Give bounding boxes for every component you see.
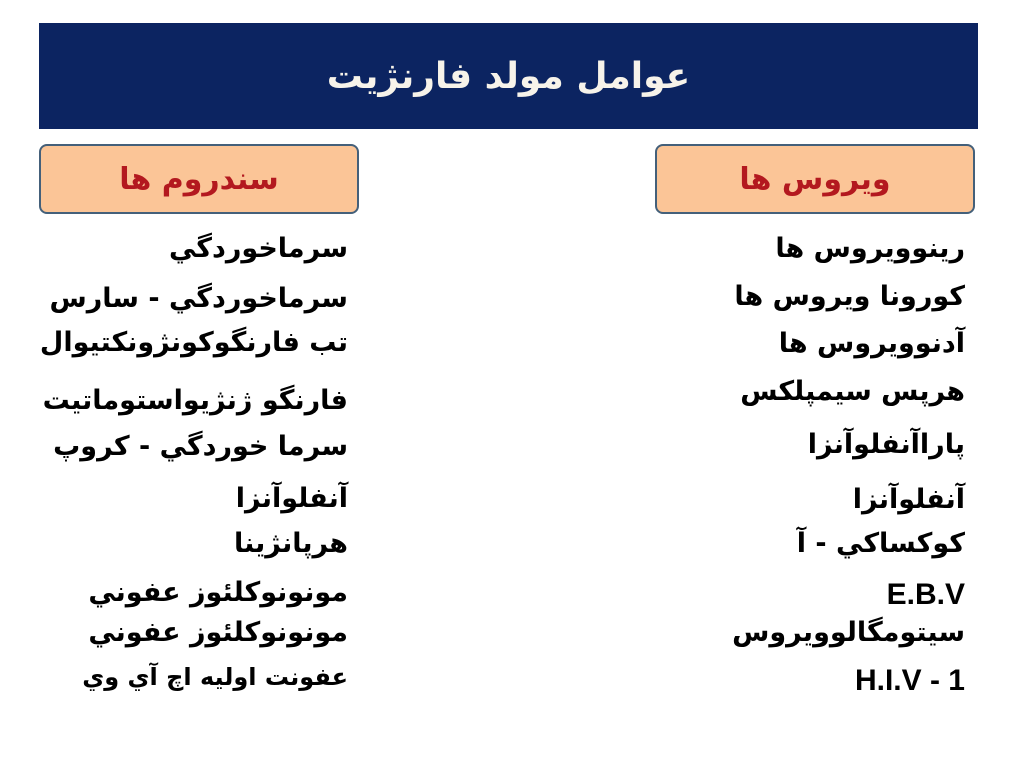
syndrome-item: تب فارنگوکونژونکتيوال bbox=[39, 327, 348, 358]
syndromes-header: سندروم ها bbox=[119, 161, 279, 197]
syndromes-header-box bbox=[39, 144, 359, 214]
syndrome-item: فارنگو ژنژيواستوماتيت bbox=[42, 385, 348, 416]
virus-item: پاراآنفلوآنزا bbox=[807, 429, 965, 460]
title-bar bbox=[39, 23, 978, 129]
virus-item: H.I.V - 1 bbox=[854, 664, 965, 697]
viruses-header: ويروس ها bbox=[739, 161, 891, 197]
syndrome-item: آنفلوآنزا bbox=[235, 483, 348, 514]
syndrome-item: سرماخوردگي - سارس bbox=[49, 283, 348, 314]
syndrome-item: سرماخوردگي bbox=[168, 233, 348, 264]
virus-item: رينوويروس ها bbox=[775, 233, 965, 264]
virus-item: E.B.V bbox=[886, 578, 965, 611]
virus-item: کورونا ويروس ها bbox=[734, 281, 965, 312]
virus-item: آدنوويروس ها bbox=[778, 328, 965, 359]
virus-item: کوکساکي - آ bbox=[796, 528, 965, 559]
viruses-header-box bbox=[655, 144, 975, 214]
virus-item: آنفلوآنزا bbox=[852, 484, 965, 515]
syndrome-item: عفونت اوليه اچ آي وي bbox=[82, 663, 348, 691]
syndrome-item: سرما خوردگي - کروپ bbox=[53, 431, 348, 462]
syndrome-item: مونونوکلئوز عفوني bbox=[88, 617, 348, 648]
syndrome-item: مونونوکلئوز عفوني bbox=[88, 577, 348, 608]
syndrome-item: هرپانژينا bbox=[233, 528, 348, 559]
virus-item: هرپس سيمپلکس bbox=[740, 376, 965, 407]
virus-item: سيتومگالوويروس bbox=[732, 617, 965, 648]
slide-title: عوامل مولد فارنژيت bbox=[326, 55, 691, 97]
